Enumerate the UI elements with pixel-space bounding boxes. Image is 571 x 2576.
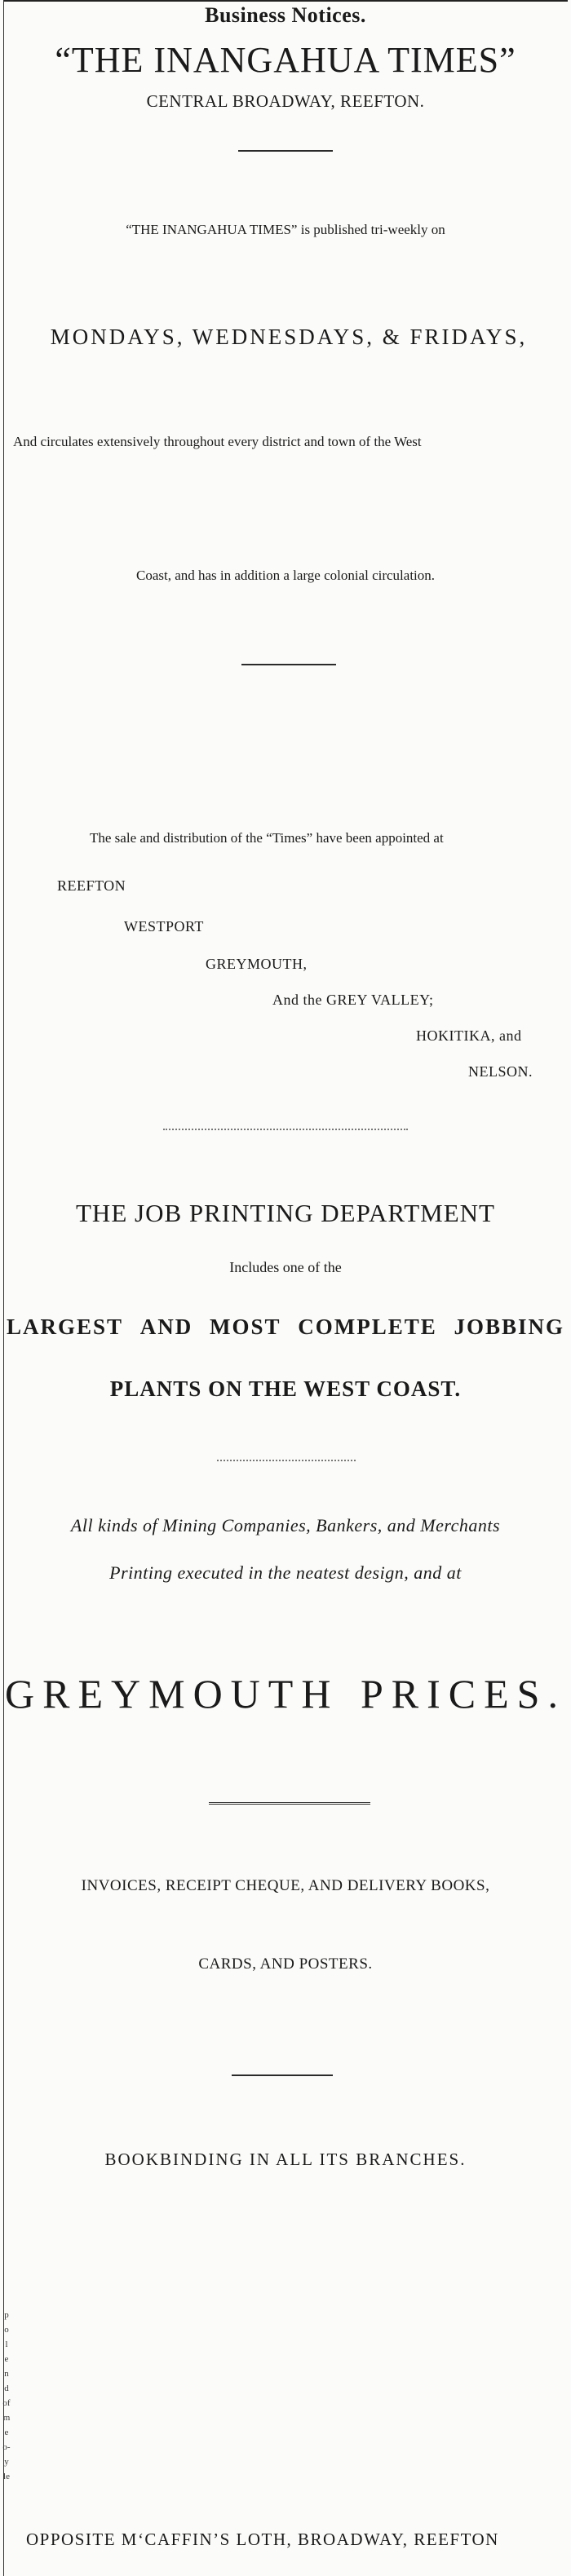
masthead-title: “THE INANGAHUA TIMES” — [55, 40, 516, 80]
agent-place: REEFTON — [57, 877, 126, 894]
section-heading: Business Notices. — [205, 3, 366, 27]
mining-line-1: All kinds of Mining Companies, Bankers, and Merchants — [70, 1515, 501, 1535]
column-rule — [3, 0, 4, 2576]
ornament-divider — [232, 2074, 333, 2076]
prices-line — [5, 1670, 566, 1717]
masthead-address: CENTRAL BROADWAY, REEFTON. — [146, 91, 425, 111]
mining-line-2: Printing executed in the neatest design, and at — [109, 1562, 462, 1583]
prices-word: PRICES. — [360, 1671, 566, 1717]
agent-place: HOKITIKA, and — [416, 1027, 522, 1044]
circulation-line-1: And circulates extensively throughout every district and town of the West — [13, 434, 422, 449]
includes-text: Includes one of the — [229, 1259, 342, 1275]
agent-place: GREYMOUTH, — [206, 956, 308, 972]
wavy-divider — [209, 1802, 370, 1805]
job-printing-heading: THE JOB PRINTING DEPARTMENT — [76, 1199, 495, 1227]
bookbinding-line: BOOKBINDING IN ALL ITS BRANCHES. — [104, 2150, 467, 2169]
margin-fragment: p o l e n d of m e o- y le — [2, 2310, 11, 2481]
address-line: OPPOSITE M‘CAFFIN’S LOTH, BROADWAY, REEFTON — [26, 2530, 499, 2549]
publication-days: MONDAYS, WEDNESDAYS, & FRIDAYS, — [50, 325, 528, 349]
plants-line: PLANTS ON THE WEST COAST. — [109, 1376, 462, 1401]
dotted-divider — [163, 1129, 408, 1130]
prices-word: GREYMOUTH — [5, 1671, 339, 1717]
agent-place: And the GREY VALLEY; — [272, 992, 434, 1008]
agents-intro: The sale and distribution of the “Times” have been appointed at — [90, 830, 444, 846]
top-rule — [3, 0, 568, 2]
agent-place: NELSON. — [468, 1063, 533, 1080]
publication-text: “THE INANGAHUA TIMES” is published tri-weekly on — [126, 222, 445, 237]
largest-word: COMPLETE — [298, 1315, 437, 1339]
ornament-divider — [241, 664, 336, 665]
largest-word: AND — [139, 1315, 193, 1339]
invoices-line: INVOICES, RECEIPT CHEQUE, AND DELIVERY BOOKS, — [81, 1877, 490, 1894]
largest-word: MOST — [209, 1315, 281, 1339]
largest-word: JOBBING — [454, 1315, 564, 1339]
ornament-divider — [238, 150, 333, 152]
cards-line: CARDS, AND POSTERS. — [198, 1955, 373, 1973]
dotted-divider — [217, 1460, 356, 1461]
circulation-line-2: Coast, and has in addition a large colonial circulation. — [135, 568, 436, 583]
largest-word: LARGEST — [7, 1315, 124, 1339]
agent-place: WESTPORT — [124, 918, 204, 935]
largest-line — [7, 1315, 564, 1340]
